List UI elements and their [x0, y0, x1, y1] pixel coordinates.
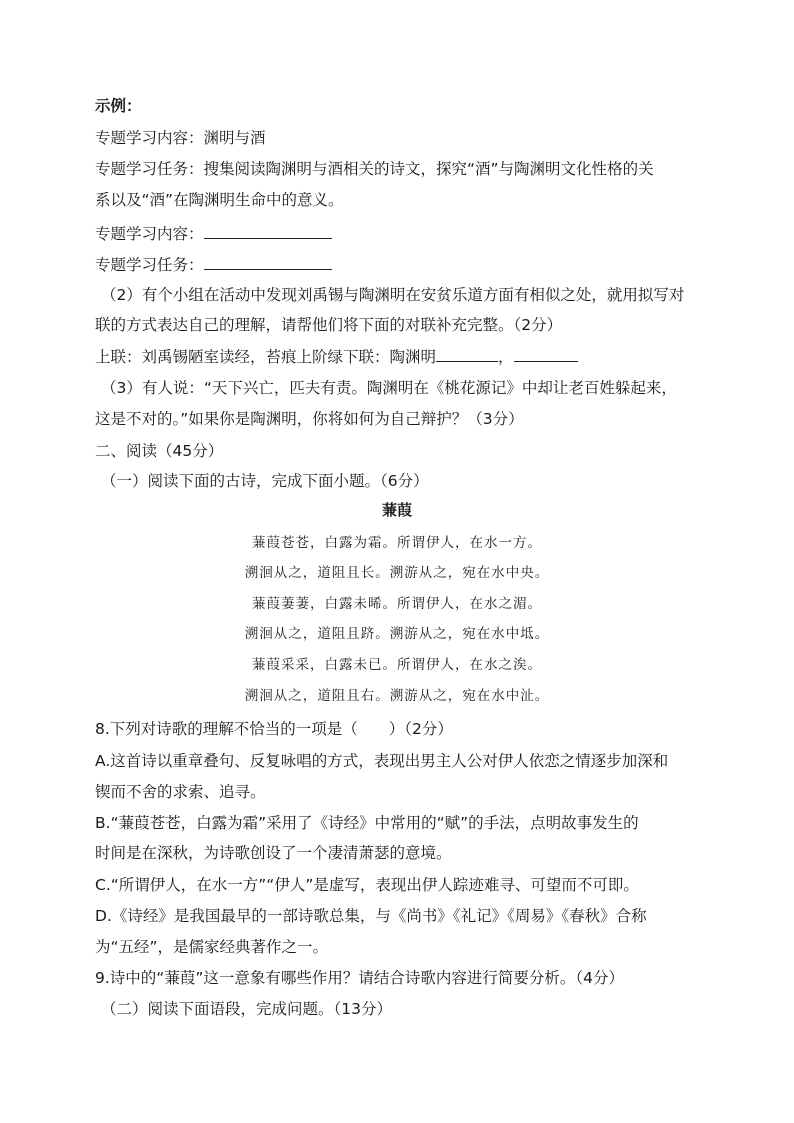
subsection-2-title: （二）阅读下面语段，完成问题。（13分） [101, 1000, 392, 1018]
couplet-row [95, 347, 710, 367]
poem-line: 溯洄从之，道阻且长。溯游从之，宛在水中央。 [244, 565, 550, 581]
fill-content-label: 专题学习内容： [95, 225, 204, 243]
question-8-option-b-line-2: 时间是在深秋，为诗歌创设了一个凄清萧瑟的意境。 [95, 844, 452, 862]
section-2-title: 二、阅读（45分） [95, 442, 224, 460]
question-8-option-c: C.“所谓伊人，在水一方”“伊人”是虚写，表现出伊人踪迹难寻、可望而不可即。 [95, 876, 639, 894]
question-2-line-1: （2）有个小组在活动中发现刘禹锡与陶渊明在安贫乐道方面有相似之处，就用拟写对 [101, 286, 685, 304]
fill-content-blank[interactable] [204, 224, 332, 239]
example-label: 示例： [95, 97, 142, 115]
couplet-blank-1[interactable] [436, 347, 498, 362]
poem-line: 蒹葭苍苍，白露为霜。所谓伊人，在水一方。 [252, 535, 542, 551]
example-task-line-1: 专题学习任务：搜集阅读陶渊明与酒相关的诗文，探究“酒”与陶渊明文化性格的关 [95, 160, 654, 178]
poem-line: 蒹葭萋萋，白露未晞。所谓伊人，在水之湄。 [252, 596, 542, 612]
question-3-line-1: （3）有人说：“天下兴亡，匹夫有责。陶渊明在《桃花源记》中却让老百姓躲起来， [101, 379, 677, 397]
poem-line: 溯洄从之，道阻且右。溯游从之，宛在水中沚。 [244, 688, 550, 704]
couplet-separator: ， [498, 348, 514, 366]
poem-line: 溯洄从之，道阻且跻。溯游从之，宛在水中坻。 [244, 626, 550, 642]
fill-task-blank[interactable] [204, 255, 332, 270]
example-task-line-2: 系以及“酒”在陶渊明生命中的意义。 [95, 191, 344, 209]
couplet-blank-2[interactable] [514, 347, 578, 362]
poem-line: 蒹葭采采，白露未已。所谓伊人，在水之涘。 [252, 657, 542, 673]
subsection-1-title: （一）阅读下面的古诗，完成下面小题。（6分） [101, 472, 429, 490]
fill-task-row [95, 255, 710, 275]
fill-task-label: 专题学习任务： [95, 256, 204, 274]
question-8-option-d-line-1: D.《诗经》是我国最早的一部诗歌总集，与《尚书》《礼记》《周易》《春秋》合称 [95, 907, 647, 925]
example-content: 专题学习内容：渊明与酒 [95, 129, 266, 147]
question-8-option-a-line-1: A.这首诗以重章叠句、反复咏唱的方式，表现出男主人公对伊人依恋之情逐步加深和 [95, 752, 669, 770]
question-8-option-d-line-2: 为“五经”，是儒家经典著作之一。 [95, 938, 329, 956]
question-3-line-2: 这是不对的。”如果你是陶渊明，你将如何为自己辩护？（3分） [95, 410, 524, 428]
question-8-option-a-line-2: 锲而不舍的求索、追寻。 [95, 783, 266, 801]
couplet-text: 上联：刘禹锡陋室读经，苔痕上阶绿下联：陶渊明 [95, 348, 437, 366]
question-8-stem: 8.下列对诗歌的理解不恰当的一项是（ ）（2分） [95, 720, 453, 738]
question-9: 9.诗中的“蒹葭”这一意象有哪些作用？请结合诗歌内容进行简要分析。（4分） [95, 969, 624, 987]
question-2-line-2: 联的方式表达自己的理解，请帮他们将下面的对联补充完整。（2分） [95, 316, 563, 334]
question-8-option-b-line-1: B.“蒹葭苍苍，白露为霜”采用了《诗经》中常用的“赋”的手法，点明故事发生的 [95, 814, 639, 832]
poem-title: 蒹葭 [381, 501, 412, 519]
fill-content-row [95, 224, 710, 244]
